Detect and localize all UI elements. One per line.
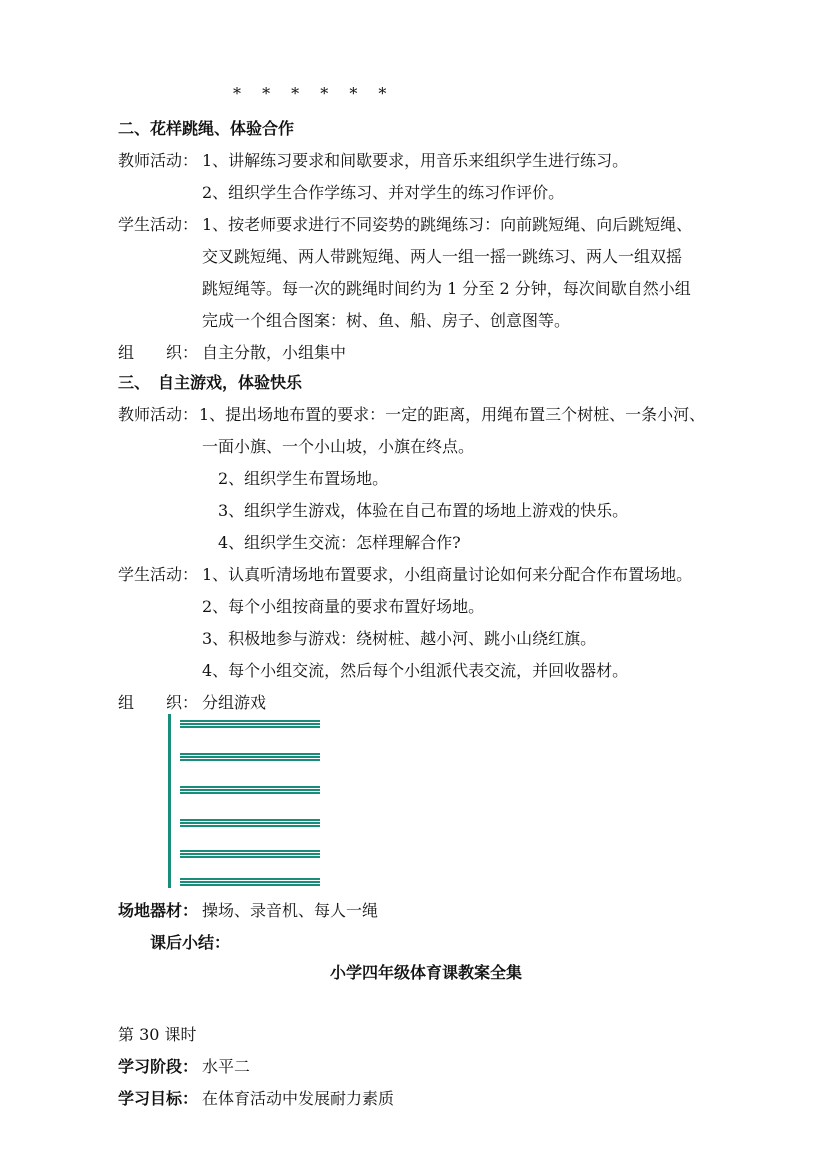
diagram-vertical-line [168, 714, 171, 888]
diagram-group-bar [180, 819, 320, 827]
student-activity-line: 3、积极地参与游戏：绕树桩、越小河、跳小山绕红旗。 [202, 629, 597, 648]
teacher-activity-item: 1、讲解练习要求和间歇要求，用音乐来组织学生进行练习。 [202, 151, 629, 170]
teacher-activity-line: 3、组织学生游戏，体验在自己布置的场地上游戏的快乐。 [218, 501, 629, 520]
student-activity-line: 完成一个组合图案：树、鱼、船、房子、创意图等。 [202, 311, 571, 330]
student-activity-line: 1、按老师要求进行不同姿势的跳绳练习：向前跳短绳、向后跳短绳、 [202, 215, 693, 234]
teacher-activity-item: 2、组织学生合作学练习、并对学生的练习作评价。 [202, 183, 565, 202]
student-activity-line: 1、认真听清场地布置要求，小组商量讨论如何来分配合作布置场地。 [202, 565, 693, 584]
student-activity-label: 学生活动： [118, 215, 199, 234]
diagram-group-bar [180, 786, 320, 794]
document-title: 小学四年级体育课教案全集 [330, 963, 523, 982]
teacher-activity-label: 教师活动： [118, 405, 199, 424]
organization-value: 分组游戏 [202, 693, 267, 712]
student-activity-line: 4、每个小组交流，然后每个小组派代表交流，并回收器材。 [202, 661, 629, 680]
diagram-group-bar [180, 753, 320, 761]
section-2-heading: 二、花样跳绳、体验合作 [118, 119, 295, 138]
diagram-group-bar [180, 850, 320, 858]
after-class-summary-label: 课后小结： [150, 933, 231, 952]
equipment-label: 场地器材： [118, 901, 199, 920]
diagram-group-bar [180, 720, 320, 728]
student-activity-label: 学生活动： [118, 565, 199, 584]
organization-value: 自主分散，小组集中 [202, 343, 347, 362]
learning-stage-label: 学习阶段： [118, 1057, 199, 1076]
organization-label: 组 织： [118, 693, 199, 712]
teacher-activity-line: 4、组织学生交流：怎样理解合作? [218, 533, 461, 552]
learning-stage-value: 水平二 [202, 1057, 251, 1076]
teacher-activity-line: 1、提出场地布置的要求：一定的距离，用绳布置三个树桩、一条小河、 [199, 405, 706, 424]
learning-goal-value: 在体育活动中发展耐力素质 [202, 1089, 395, 1108]
equipment-value: 操场、录音机、每人一绳 [202, 901, 379, 920]
teacher-activity-line: 2、组织学生布置场地。 [218, 469, 389, 488]
formation-diagram [160, 714, 330, 890]
teacher-activity-line: 一面小旗、一个小山坡，小旗在终点。 [202, 437, 475, 456]
diagram-group-bar [180, 878, 320, 886]
student-activity-line: 交叉跳短绳、两人带跳短绳、两人一组一摇一跳练习、两人一组双摇 [202, 247, 683, 266]
student-activity-line: 跳短绳等。每一次的跳绳时间约为 1 分至 2 分钟，每次间歇自然小组 [202, 279, 691, 298]
section-3-heading: 三、 自主游戏，体验快乐 [118, 373, 303, 392]
section-separator-stars: * * * * * * [233, 84, 387, 103]
lesson-number: 第 30 课时 [118, 1025, 197, 1044]
teacher-activity-label: 教师活动： [118, 151, 199, 170]
learning-goal-label: 学习目标： [118, 1089, 199, 1108]
organization-label: 组 织： [118, 343, 199, 362]
student-activity-line: 2、每个小组按商量的要求布置好场地。 [202, 597, 485, 616]
